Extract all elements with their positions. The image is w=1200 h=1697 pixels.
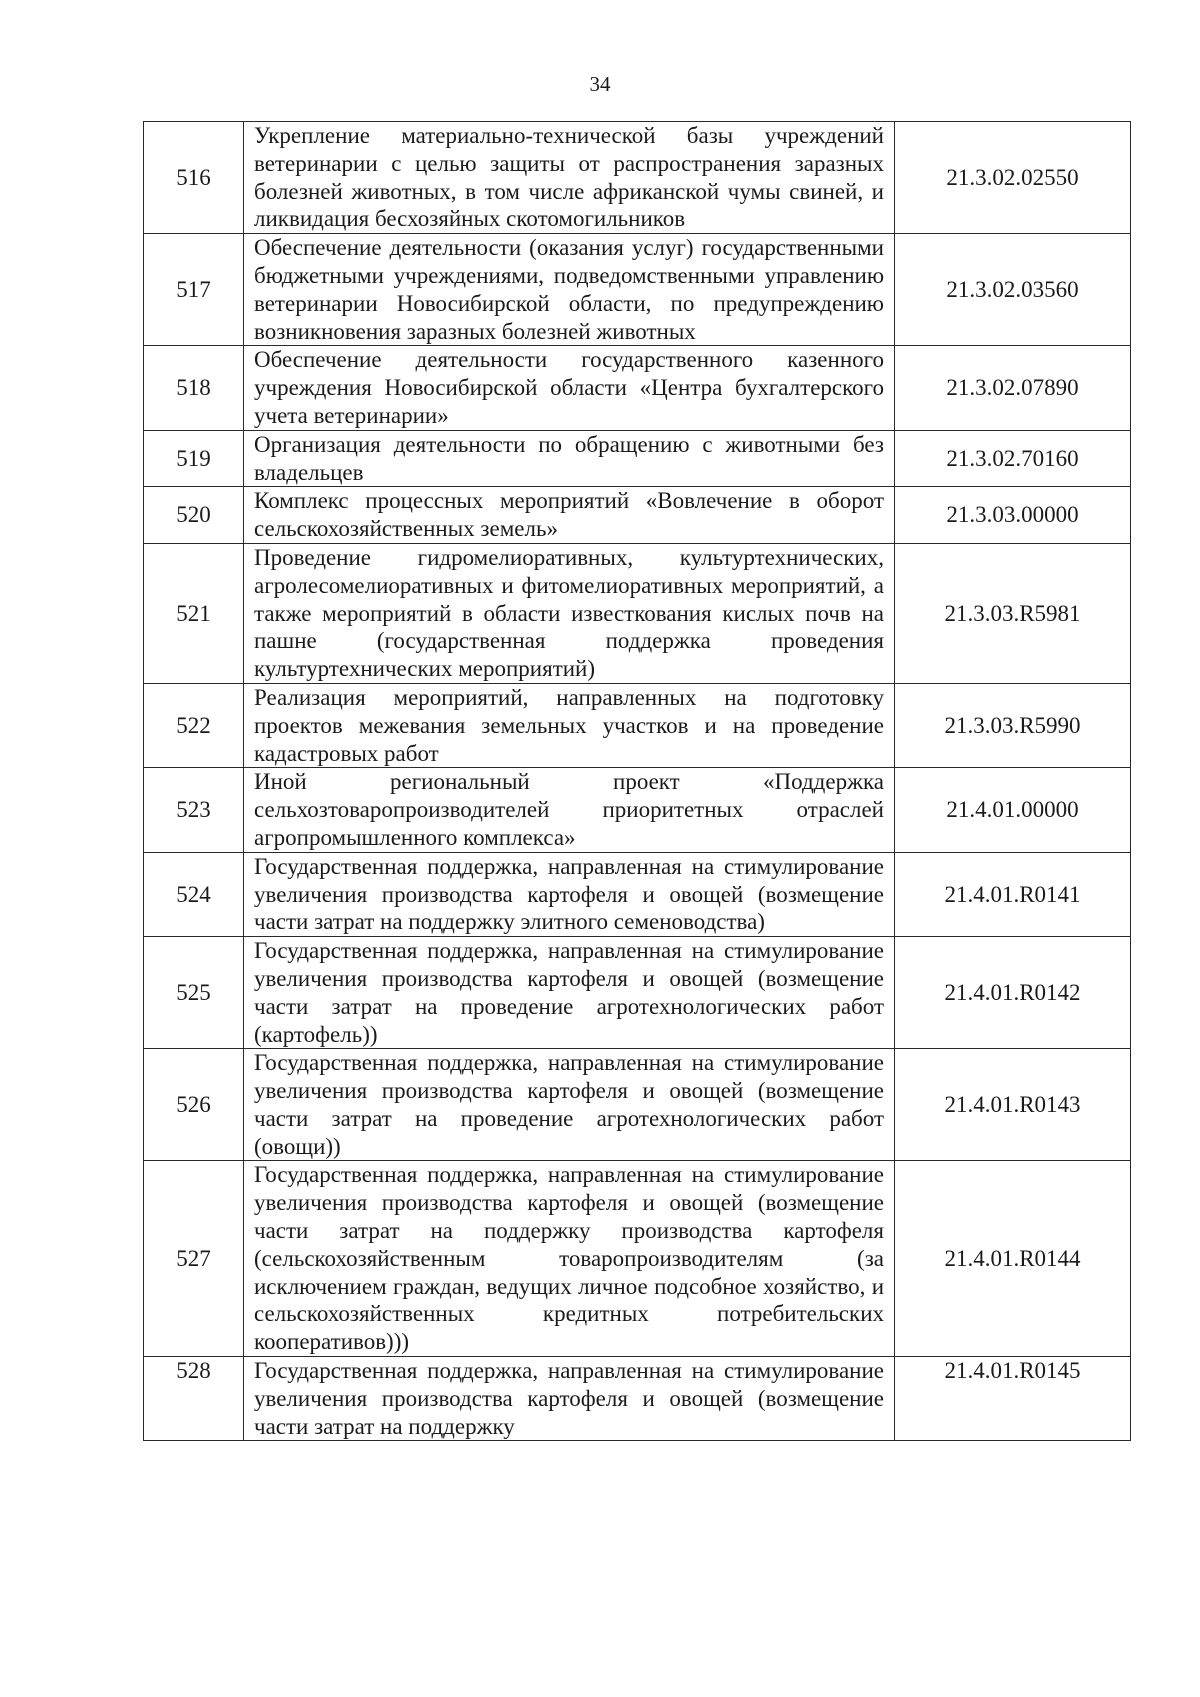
row-code: 21.4.01.R0145 <box>895 1357 1131 1441</box>
row-code: 21.3.02.07890 <box>895 346 1131 430</box>
row-number: 518 <box>144 346 244 430</box>
row-number: 521 <box>144 543 244 683</box>
table-row <box>144 1357 1131 1441</box>
table-row <box>144 768 1131 852</box>
row-code: 21.3.02.02550 <box>895 122 1131 234</box>
row-number: 523 <box>144 768 244 852</box>
row-description: Укрепление материально-технической базы учреждений ветеринарии с целью защиты от распространения заразных болезней животных, в том числе африканской чумы свиней, и ликвидация бесхозяйных скотомогильников <box>244 122 895 234</box>
row-description: Реализация мероприятий, направленных на подготовку проектов межевания земельных участков и на проведение кадастровых работ <box>244 683 895 767</box>
row-code: 21.4.01.R0141 <box>895 852 1131 936</box>
row-number: 520 <box>144 487 244 544</box>
row-number: 527 <box>144 1161 244 1357</box>
row-code: 21.4.01.R0143 <box>895 1049 1131 1161</box>
budget-classification-table <box>143 121 1131 1441</box>
row-code: 21.3.02.70160 <box>895 430 1131 487</box>
table-row <box>144 1161 1131 1357</box>
row-description: Государственная поддержка, направленная на стимулирование увеличения производства картофеля и овощей (возмещение части затрат на поддержку <box>244 1357 895 1441</box>
row-code: 21.3.03.00000 <box>895 487 1131 544</box>
row-code: 21.3.02.03560 <box>895 234 1131 346</box>
row-description: Проведение гидромелиоративных, культуртехнических, агролесомелиоративных и фитомелиоративных мероприятий, а также мероприятий в области известкования кислых почв на пашне (государственная поддержка проведения культуртехнических мероприятий) <box>244 543 895 683</box>
row-description: Иной региональный проект «Поддержка сельхозтоваропроизводителей приоритетных отраслей агропромышленного комплекса» <box>244 768 895 852</box>
row-description: Комплекс процессных мероприятий «Вовлечение в оборот сельскохозяйственных земель» <box>244 487 895 544</box>
table-row <box>144 430 1131 487</box>
row-description: Обеспечение деятельности государственного казенного учреждения Новосибирской области «Центра бухгалтерского учета ветеринарии» <box>244 346 895 430</box>
table-row <box>144 543 1131 683</box>
table-row <box>144 487 1131 544</box>
row-description: Государственная поддержка, направленная на стимулирование увеличения производства картофеля и овощей (возмещение части затрат на проведение агротехнологических работ (картофель)) <box>244 937 895 1049</box>
row-description: Организация деятельности по обращению с животными без владельцев <box>244 430 895 487</box>
row-number: 526 <box>144 1049 244 1161</box>
row-number: 516 <box>144 122 244 234</box>
row-number: 519 <box>144 430 244 487</box>
row-description: Государственная поддержка, направленная на стимулирование увеличения производства картофеля и овощей (возмещение части затрат на поддержку производства картофеля (сельскохозяйственным товаропроизводителям (за исключением граждан, ведущих личное подсобное хозяйство, и сельскохозяйственных кредитных потребительских кооперативов))) <box>244 1161 895 1357</box>
row-code: 21.4.01.R0142 <box>895 937 1131 1049</box>
row-number: 525 <box>144 937 244 1049</box>
page-number: 34 <box>589 72 611 96</box>
row-description: Государственная поддержка, направленная на стимулирование увеличения производства картофеля и овощей (возмещение части затрат на проведение агротехнологических работ (овощи)) <box>244 1049 895 1161</box>
table-row <box>144 234 1131 346</box>
table-row <box>144 122 1131 234</box>
table-row <box>144 1049 1131 1161</box>
row-description: Государственная поддержка, направленная на стимулирование увеличения производства картофеля и овощей (возмещение части затрат на поддержку элитного семеноводства) <box>244 852 895 936</box>
row-number: 522 <box>144 683 244 767</box>
row-number: 524 <box>144 852 244 936</box>
row-code: 21.4.01.00000 <box>895 768 1131 852</box>
table-row <box>144 852 1131 936</box>
row-number: 517 <box>144 234 244 346</box>
row-number: 528 <box>144 1357 244 1441</box>
table-row <box>144 683 1131 767</box>
row-code: 21.3.03.R5981 <box>895 543 1131 683</box>
table-body <box>144 122 1131 1441</box>
table-row <box>144 937 1131 1049</box>
row-code: 21.3.03.R5990 <box>895 683 1131 767</box>
table-row <box>144 346 1131 430</box>
row-description: Обеспечение деятельности (оказания услуг) государственными бюджетными учреждениями, подведомственными управлению ветеринарии Новосибирской области, по предупреждению возникновения заразных болезней животных <box>244 234 895 346</box>
row-code: 21.4.01.R0144 <box>895 1161 1131 1357</box>
